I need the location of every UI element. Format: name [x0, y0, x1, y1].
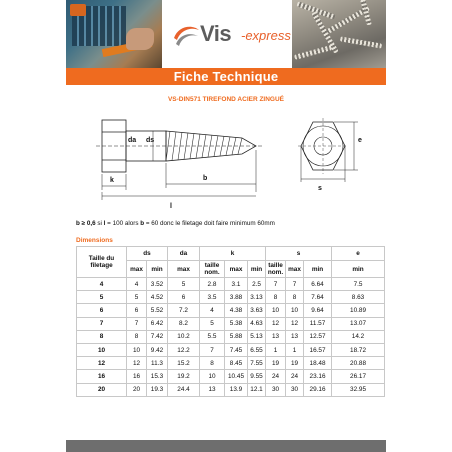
- table-cell-size: 8: [77, 330, 127, 343]
- table-cell: 24.4: [168, 383, 200, 396]
- table-cell: 10: [127, 343, 147, 356]
- header-e: e: [332, 247, 385, 261]
- thread-length-note: [76, 220, 275, 227]
- table-cell: 11.3: [147, 357, 168, 370]
- tape-measure-image: [70, 4, 86, 16]
- table-cell: 4.63: [248, 317, 266, 330]
- table-cell: 3.88: [225, 291, 248, 304]
- logo-vis-text: Vis: [200, 21, 232, 46]
- note-ratio: ≥ 0,6: [81, 220, 96, 227]
- table-cell: 13.9: [225, 383, 248, 396]
- table-cell: 7: [266, 278, 286, 291]
- table-cell: 12.1: [248, 383, 266, 396]
- table-cell: 12: [127, 357, 147, 370]
- table-cell: 8: [200, 357, 225, 370]
- table-cell: 15.2: [168, 357, 200, 370]
- table-cell: 20: [127, 383, 147, 396]
- table-cell: 2.5: [248, 278, 266, 291]
- subheader-k-min: min: [248, 261, 266, 278]
- label-l: l: [170, 203, 172, 210]
- table-cell: 10.89: [332, 304, 385, 317]
- table-cell: 18.72: [332, 343, 385, 356]
- table-cell: 13.07: [332, 317, 385, 330]
- table-row: [77, 383, 385, 396]
- table-cell: 9.64: [304, 304, 332, 317]
- subheader-ds-max: max: [127, 261, 147, 278]
- screw-image: [294, 45, 332, 60]
- product-title: VS-DIN571 TIREFOND ACIER ZINGUÉ: [167, 96, 285, 103]
- table-cell: 5.13: [248, 330, 266, 343]
- label-b: b: [203, 175, 208, 182]
- table-cell: 4.38: [225, 304, 248, 317]
- table-cell-size: 5: [77, 291, 127, 304]
- table-row: [77, 330, 385, 343]
- table-cell: 12: [266, 317, 286, 330]
- label-k: k: [110, 177, 114, 184]
- table-cell: 13: [286, 330, 304, 343]
- table-cell: 7: [200, 343, 225, 356]
- note-l: l: [103, 220, 106, 227]
- table-cell: 18.48: [304, 357, 332, 370]
- label-s: s: [318, 185, 322, 192]
- table-cell: 5.38: [225, 317, 248, 330]
- table-cell: 6.42: [147, 317, 168, 330]
- footer-bar: [66, 440, 386, 452]
- table-cell: 1: [286, 343, 304, 356]
- table-cell: 6: [127, 304, 147, 317]
- note-b2: b: [140, 220, 145, 227]
- table-cell: 8.2: [168, 317, 200, 330]
- table-cell: 7.64: [304, 291, 332, 304]
- table-cell-size: 6: [77, 304, 127, 317]
- table-cell: 7: [286, 278, 304, 291]
- table-cell: 3.63: [248, 304, 266, 317]
- table-cell: 10: [266, 304, 286, 317]
- table-cell: 5.5: [200, 330, 225, 343]
- table-cell: 19.3: [147, 383, 168, 396]
- table-cell: 5: [168, 278, 200, 291]
- table-cell: 2.8: [200, 278, 225, 291]
- subheader-e-min: min: [332, 261, 385, 278]
- table-cell: 5: [127, 291, 147, 304]
- table-cell: 23.16: [304, 370, 332, 383]
- logo-swoosh-icon: [172, 22, 200, 50]
- table-cell: 26.17: [332, 370, 385, 383]
- header-s: s: [266, 247, 332, 261]
- table-cell: 7.55: [248, 357, 266, 370]
- dimensions-table-body: [77, 278, 385, 397]
- subheader-k-max: max: [225, 261, 248, 278]
- table-cell: 29.16: [304, 383, 332, 396]
- table-cell: 9.55: [248, 370, 266, 383]
- table-cell-size: 16: [77, 370, 127, 383]
- table-row: [77, 357, 385, 370]
- table-cell: 24: [286, 370, 304, 383]
- table-cell: 16.57: [304, 343, 332, 356]
- table-cell: 19: [286, 357, 304, 370]
- table-cell: 12.2: [168, 343, 200, 356]
- logo-express-text: -express: [241, 28, 291, 43]
- table-cell: 3.13: [248, 291, 266, 304]
- table-cell: 16: [127, 370, 147, 383]
- table-cell-size: 10: [77, 343, 127, 356]
- table-cell: 7.45: [225, 343, 248, 356]
- table-cell: 4: [200, 304, 225, 317]
- table-row: [77, 317, 385, 330]
- table-row: [77, 291, 385, 304]
- table-cell: 7.42: [147, 330, 168, 343]
- table-cell: 9.42: [147, 343, 168, 356]
- table-cell: 24: [266, 370, 286, 383]
- table-cell: 11.57: [304, 317, 332, 330]
- table-cell: 7.2: [168, 304, 200, 317]
- table-cell: 1: [266, 343, 286, 356]
- note-b: b: [76, 220, 80, 227]
- screw-technical-drawing: [66, 110, 386, 215]
- table-cell-size: 4: [77, 278, 127, 291]
- table-cell: 10.45: [225, 370, 248, 383]
- subheader-k-nom: taille nom.: [200, 261, 225, 278]
- table-cell: 19: [266, 357, 286, 370]
- table-cell: 8: [286, 291, 304, 304]
- table-cell: 30: [286, 383, 304, 396]
- subheader-s-max: max: [286, 261, 304, 278]
- note-eq100: = 100 alors: [107, 220, 139, 227]
- table-cell: 8: [266, 291, 286, 304]
- table-cell: 4: [127, 278, 147, 291]
- table-cell: 4.52: [147, 291, 168, 304]
- table-cell: 13: [266, 330, 286, 343]
- table-row: [77, 343, 385, 356]
- screw-image: [340, 36, 382, 48]
- note-si: si: [97, 220, 102, 227]
- table-cell: 8.63: [332, 291, 385, 304]
- table-cell: 3.52: [147, 278, 168, 291]
- table-cell: 30: [266, 383, 286, 396]
- table-cell: 5: [200, 317, 225, 330]
- table-cell: 19.2: [168, 370, 200, 383]
- subheader-da-max: max: [168, 261, 200, 278]
- table-cell: 8: [127, 330, 147, 343]
- table-cell: 6.64: [304, 278, 332, 291]
- header-k: k: [200, 247, 266, 261]
- table-cell: 15.3: [147, 370, 168, 383]
- table-row: [77, 304, 385, 317]
- table-cell: 20.88: [332, 357, 385, 370]
- subheader-ds-min: min: [147, 261, 168, 278]
- table-cell: 5.88: [225, 330, 248, 343]
- table-cell: 3.1: [225, 278, 248, 291]
- header-ds: ds: [127, 247, 168, 261]
- table-cell-size: 20: [77, 383, 127, 396]
- note-rest: = 60 donc le filetage doit faire minimum 60mm: [145, 220, 275, 227]
- table-cell: 10: [286, 304, 304, 317]
- table-cell: 7: [127, 317, 147, 330]
- table-cell: 3.5: [200, 291, 225, 304]
- brand-logo: [162, 0, 292, 68]
- header-da: da: [168, 247, 200, 261]
- table-cell: 6.55: [248, 343, 266, 356]
- table-cell: 12.57: [304, 330, 332, 343]
- table-cell: 6: [168, 291, 200, 304]
- screws-photo: [292, 0, 386, 68]
- table-cell: 7.5: [332, 278, 385, 291]
- label-da: da: [128, 137, 137, 144]
- table-cell: 13: [200, 383, 225, 396]
- page-title: Fiche Technique: [66, 68, 386, 85]
- subheader-s-min: min: [304, 261, 332, 278]
- table-row: [77, 278, 385, 291]
- header-taille: Taille du filetage: [77, 247, 127, 278]
- table-cell: 14.2: [332, 330, 385, 343]
- table-cell: 5.52: [147, 304, 168, 317]
- table-cell-size: 12: [77, 357, 127, 370]
- table-row: [77, 370, 385, 383]
- table-cell: 32.95: [332, 383, 385, 396]
- dimensions-heading: Dimensions: [76, 237, 113, 244]
- table-cell: 10.2: [168, 330, 200, 343]
- table-cell: 8.45: [225, 357, 248, 370]
- table-cell: 10: [200, 370, 225, 383]
- subheader-s-nom: taille nom.: [266, 261, 286, 278]
- workshop-photo: [66, 0, 162, 68]
- hand-image: [126, 28, 154, 50]
- table-cell: 12: [286, 317, 304, 330]
- label-e: e: [358, 137, 362, 144]
- dimensions-table: [76, 246, 385, 397]
- label-ds: ds: [146, 137, 155, 144]
- table-cell-size: 7: [77, 317, 127, 330]
